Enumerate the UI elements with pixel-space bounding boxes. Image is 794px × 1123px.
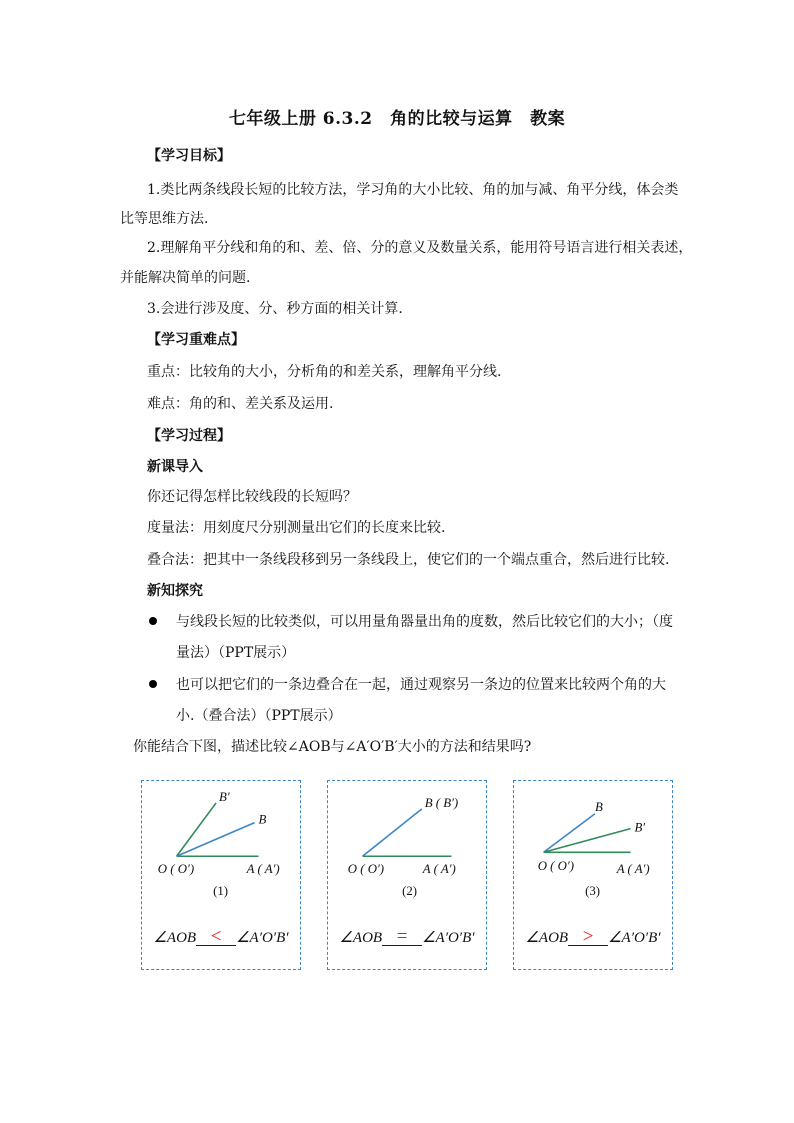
figure-3-box	[513, 780, 673, 970]
figure-caption: (3)	[585, 883, 601, 898]
label-base: A ( A′)	[246, 862, 280, 877]
figure-2-box	[327, 780, 487, 970]
answer-blank: >	[568, 929, 608, 946]
comparison-2	[328, 928, 486, 947]
label-upper: B	[594, 799, 603, 814]
label-mid: B′	[634, 820, 646, 835]
goal-3: 3.会进行涉及度、分、秒方面的相关计算.	[147, 301, 403, 317]
document-title: 七年级上册 6.3.2 角的比较与运算 教案	[228, 109, 566, 129]
goal-2-line-2: 并能解决简单的问题.	[120, 270, 251, 286]
figure-1-box	[141, 780, 301, 970]
comparison-1	[142, 928, 300, 947]
left-angle: ∠AOB	[153, 930, 197, 946]
subheading-explore: 新知探究	[147, 583, 203, 599]
right-angle: ∠A′O′B′	[236, 930, 289, 946]
left-angle: ∠AOB	[339, 930, 383, 946]
comparison-3	[514, 928, 672, 947]
bullet-dot-1	[149, 617, 157, 625]
goal-2-line-1: 2.理解角平分线和角的和、差、倍、分的意义及数量关系，能用符号语言进行相关表述，	[147, 240, 693, 256]
difficult-point: 难点：角的和、差关系及运用.	[147, 396, 334, 412]
ray-ob	[544, 814, 595, 853]
section-heading-key-points: 【学习重难点】	[147, 332, 245, 348]
answer-blank: <	[196, 929, 236, 946]
right-angle: ∠A′O′B′	[608, 930, 661, 946]
bullet-2-line-2: 小.（叠合法）（PPT展示）	[176, 708, 342, 724]
label-origin: O ( O′)	[157, 862, 195, 877]
bullet-2-line-1: 也可以把它们的一条边叠合在一起，通过观察另一条边的位置来比较两个角的大	[176, 677, 666, 693]
subheading-intro: 新课导入	[147, 459, 203, 475]
bullet-1-line-2: 量法）（PPT展示）	[176, 645, 296, 661]
label-base: A ( A′)	[422, 862, 456, 877]
figure-caption: (1)	[213, 883, 229, 898]
goal-1-line-2: 比等思维方法.	[120, 211, 209, 227]
section-heading-process: 【学习过程】	[147, 428, 231, 444]
goal-1-line-1: 1.类比两条线段长短的比较方法，学习角的大小比较、角的加与减、角平分线，体会类	[147, 182, 679, 198]
bullet-dot-2	[149, 680, 157, 688]
label-upper: B ( B′)	[424, 795, 459, 810]
intro-question: 你还记得怎样比较线段的长短吗？	[147, 489, 357, 505]
answer-blank: =	[382, 929, 422, 946]
method-measure: 度量法：用刻度尺分别测量出它们的长度来比较.	[147, 520, 446, 536]
label-origin: O ( O′)	[347, 862, 385, 877]
label-origin: O ( O′)	[537, 859, 574, 874]
key-point: 重点：比较角的大小，分析角的和差关系，理解角平分线.	[147, 364, 502, 380]
figure-question: 你能结合下图，描述比较∠AOB与∠A′O′B′大小的方法和结果吗?	[133, 739, 532, 755]
figure-caption: (2)	[402, 883, 418, 898]
label-base: A ( A′)	[616, 862, 650, 877]
method-overlap: 叠合法：把其中一条线段移到另一条线段上，使它们的一个端点重合，然后进行比较.	[147, 552, 670, 568]
label-upper: B′	[219, 789, 230, 804]
left-angle: ∠AOB	[525, 930, 569, 946]
bullet-1-line-1: 与线段长短的比较类似，可以用量角器量出角的度数，然后比较它们的大小；（度	[176, 614, 673, 630]
ray-ob	[363, 809, 422, 856]
label-mid: B	[258, 812, 267, 827]
section-heading-goals: 【学习目标】	[147, 148, 231, 164]
right-angle: ∠A′O′B′	[422, 930, 475, 946]
ray-ob-prime	[544, 829, 631, 853]
